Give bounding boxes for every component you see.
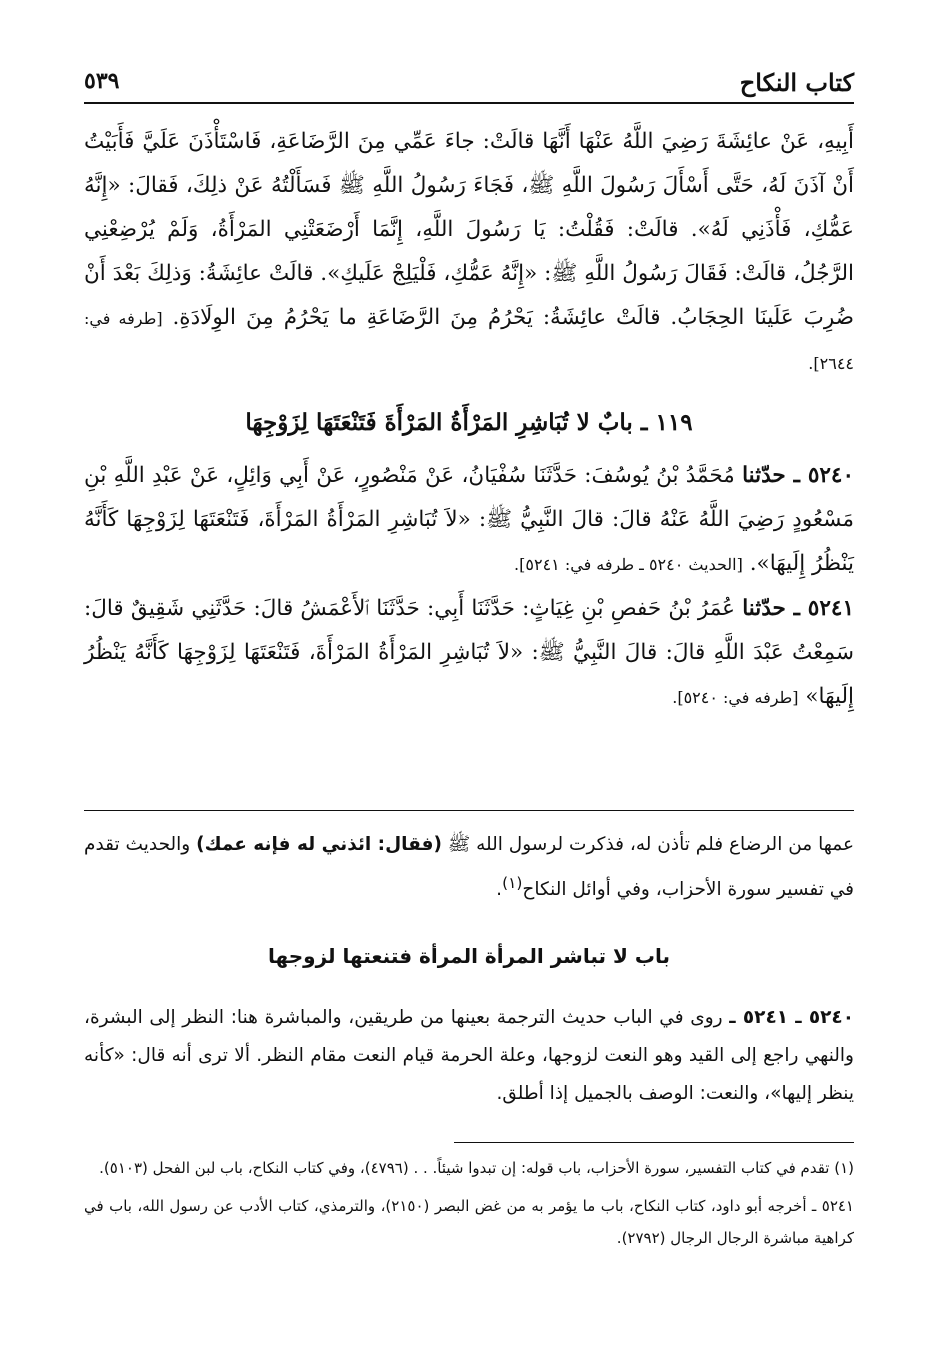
section-divider	[84, 810, 854, 811]
hadith-continuation: أَبِيهِ، عَنْ عائِشَةَ رَضِيَ اللَّهُ عَنْهَا أَنَّهَا قالَتْ: جاءَ عَمِّي مِنَ الرَّضَاعَةِ، فَاسْتَأْذَنَ عَلَيَّ فَأَبَيْتُ أَنْ آذَنَ لَهُ، حَتَّى أَسْأَلَ رَسُولَ اللَّهِ ﷺ، فَجَاءَ رَسُولُ اللَّهِ ﷺ فَسَأَلْتُهُ عَنْ ذلِكَ، فَقالَ: «إِنَّهُ عَمُّكِ، فَأْذَنِي لَهُ». قالَتْ: فَقُلْتُ: يَا رَسُولَ اللَّهِ، إِنَّمَا أَرْضَعَتْنِي المَرْأَةُ، وَلَمْ يُرْضِعْنِي الرَّجُلُ، قالَتْ: فَقَالَ رَسُولُ اللَّهِ ﷺ: «إِنَّهُ عَمُّكِ، فَلْيَلِجْ عَلَيكِ». قالَتْ عائِشَةُ: وَذلِكَ بَعْدَ أَنْ ضُرِبَ عَلَينَا الحِجَابُ. قالَتْ عائِشَةُ: يَحْرُمُ مِنَ الرَّضَاعَةِ ما يَحْرُمُ مِنَ الوِلَادَةِ. [طرفه في: ٢٦٤٤].	[84, 129, 854, 373]
book-title: كتاب النكاح	[739, 68, 854, 97]
chapter-heading: ١١٩ ـ بابٌ لا تُبَاشِرِ المَرْأَةُ المَرْأَةَ فَتَنْعَتَهَا لِزَوْجِهَا	[245, 409, 693, 436]
footnote-marker[interactable]: (١)	[502, 874, 523, 892]
hadith-number: ٥٢٤٠ ـ حدّثنا	[742, 463, 855, 488]
footnote-1: (١) تقدم في كتاب التفسير، سورة الأحزاب، باب قوله: إن تبدوا شيئاً. . . (٤٧٩٦)، وفي كتاب النكاح، باب لبن الفحل (٥١٠٣).	[99, 1159, 854, 1177]
cross-reference: [طرفه في: ٥٢٤٠].	[672, 688, 799, 707]
page-header	[84, 62, 854, 104]
cross-reference: [طرفه في: ٢٦٤٤].	[84, 309, 854, 373]
cross-reference: [الحديث ٥٢٤٠ ـ طرفه في: ٥٢٤١].	[514, 555, 743, 574]
commentary-chapter-heading: باب لا تباشر المرأة المرأة فتنعتها لزوجها	[268, 944, 670, 969]
footnote-2: ٥٢٤١ ـ أخرجه أبو داود، كتاب النكاح، باب ما يؤمر به من غض البصر (٢١٥٠)، والترمذي، كتاب الأدب عن رسول الله، باب في كراهية مباشرة الرجال الرجال (٢٧٩٢).	[84, 1197, 854, 1247]
hadith-text-block	[84, 120, 854, 720]
page-number: ٥٣٩	[84, 68, 120, 94]
commentary-block	[84, 826, 854, 1113]
footnote-divider	[454, 1142, 854, 1143]
footnotes-block	[84, 1152, 854, 1260]
commentary-paragraph: عمها من الرضاع فلم تأذن له، فذكرت لرسول الله ﷺ (فقال: ائذني له فإنه عمك) والحديث تقدم في تفسير سورة الأحزاب، وفي أوائل النكاح$^{(١)}$.	[84, 834, 854, 901]
hadith-numbers: ٥٢٤٠ ـ ٥٢٤١ ـ	[729, 1007, 854, 1029]
hadith-number: ٥٢٤١ ـ حدّثنا	[742, 596, 854, 621]
hadith-5241: ٥٢٤١ ـ حدّثنا عُمَرُ بْنُ حَفصِ بْنِ غِيَاثٍ: حَدَّثَنَا أَبِي: حَدَّثَنَا ٱلأَعْمَشُ قالَ: حَدَّثَنِي شَقِيقٌ قالَ: سَمِعْتُ عَبْدَ اللَّهِ قالَ: قالَ النَّبِيُّ ﷺ: «لاَ تُبَاشِرِ المَرْأَةُ المَرْأَةَ، فَتَنْعَتَهَا لِزَوْجِهَا كَأَنَّهُ يَنْظُرُ إِلَيهَا» [طرفه في: ٥٢٤٠].	[84, 596, 854, 709]
hadith-5240: ٥٢٤٠ ـ حدّثنا مُحَمَّدُ بْنُ يُوسُفَ: حَدَّثَنَا سُفْيَانُ، عَنْ مَنْصُورٍ، عَنْ أَبِي وَائِلٍ، عَنْ عَبْدِ اللَّهِ بْنِ مَسْعُودٍ رَضِيَ اللَّهُ عَنْهُ قالَ: قالَ النَّبِيُّ ﷺ: «لاَ تُبَاشِرِ المَرْأَةُ المَرْأَةَ، فَتَنْعَتَهَا لِزَوْجِهَا كَأَنَّهُ يَنْظُرُ إِلَيهَا». [الحديث ٥٢٤٠ ـ طرفه في: ٥٢٤١].	[84, 463, 855, 576]
commentary-paragraph: ٥٢٤٠ ـ ٥٢٤١ ـ روى في الباب حديث الترجمة بعينها من طريقين، والمباشرة هنا: النظر إلى البشرة، والنهي راجع إلى القيد وهو النعت لزوجها، وعلة الحرمة قيام النعت مقام النظر. ألا ترى أنه قال: «كأنه ينظر إليها»، والنعت: الوصف بالجميل إذا أطلق.	[84, 1007, 854, 1105]
